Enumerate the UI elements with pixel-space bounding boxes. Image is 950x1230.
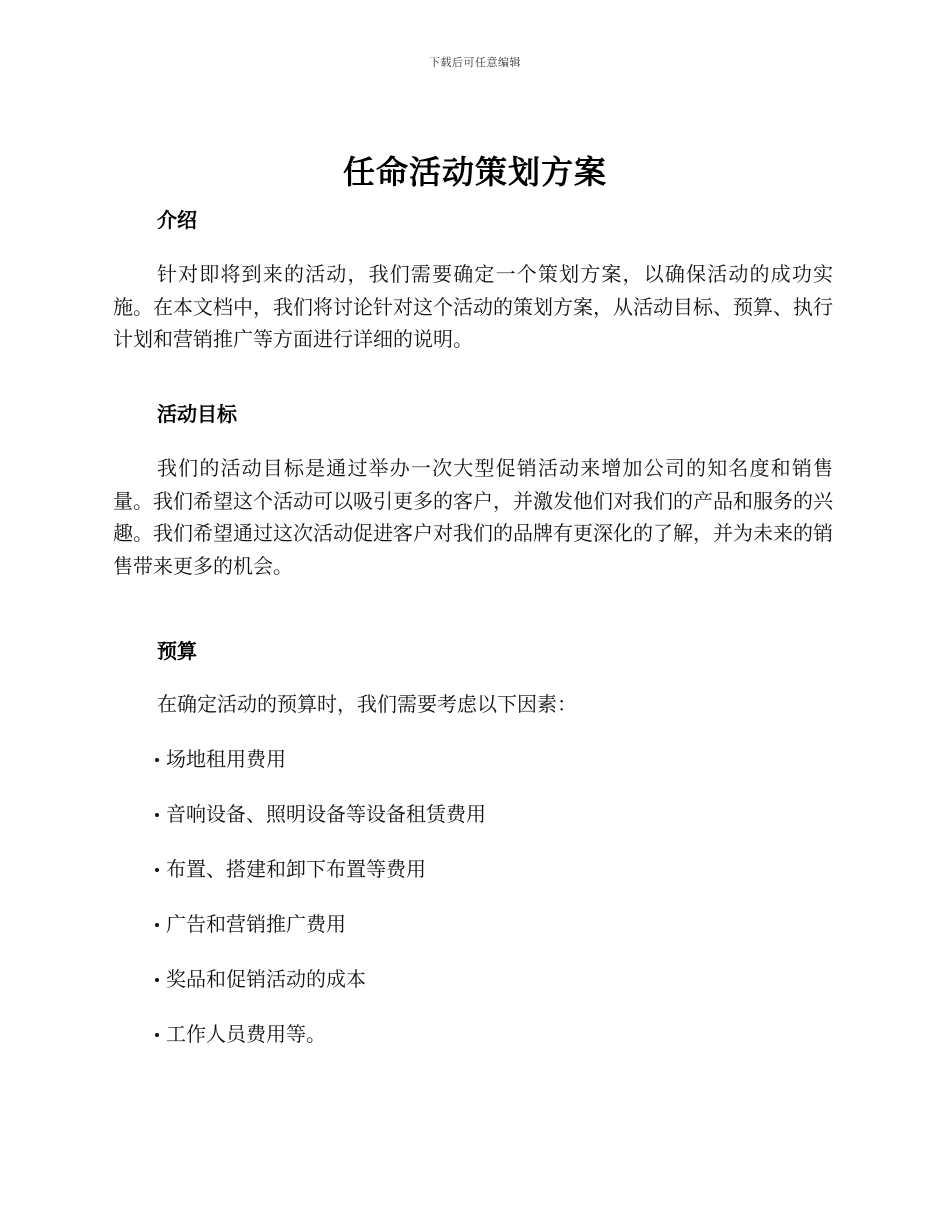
section-heading-intro: 介绍 [157,208,197,232]
intro-paragraph: 针对即将到来的活动，我们需要确定一个策划方案，以确保活动的成功实施。在本文档中，我们将讨论针对这个活动的策划方案，从活动目标、预算、执行计划和营销推广等方面进行详细的说明。 [113,262,833,351]
budget-item-text: 广告和营销推广费用 [166,912,346,936]
budget-list-item [155,800,486,828]
budget-item-text: 奖品和促销活动的成本 [166,967,366,991]
goals-paragraph: 我们的活动目标是通过举办一次大型促销活动来增加公司的知名度和销售量。我们希望这个活动可以吸引更多的客户，并激发他们对我们的产品和服务的兴趣。我们希望通过这次活动促进客户对我们的品牌有更深化的了解，并为未来的销售带来更多的机会。 [113,456,833,578]
bullet-icon [155,758,159,762]
budget-item-text: 音响设备、照明设备等设备租赁费用 [166,802,486,826]
budget-item-text: 工作人员费用等。 [166,1022,326,1046]
bullet-icon [155,868,159,872]
budget-item-text: 布置、搭建和卸下布置等费用 [166,857,426,881]
budget-list-item [155,1020,326,1048]
section-heading-goals: 活动目标 [157,402,237,426]
budget-list-item [155,855,426,883]
bullet-icon [155,1033,159,1037]
budget-item-text: 场地租用费用 [166,747,286,771]
bullet-icon [155,813,159,817]
bullet-icon [155,923,159,927]
budget-list-item [155,965,366,993]
bullet-icon [155,978,159,982]
budget-intro: 在确定活动的预算时，我们需要考虑以下因素： [157,692,577,716]
section-heading-budget: 预算 [157,639,197,663]
document-title: 任命活动策划方案 [342,153,607,191]
budget-list-item [155,910,346,938]
header-note: 下载后可任意编辑 [429,56,521,69]
budget-list-item [155,745,286,773]
